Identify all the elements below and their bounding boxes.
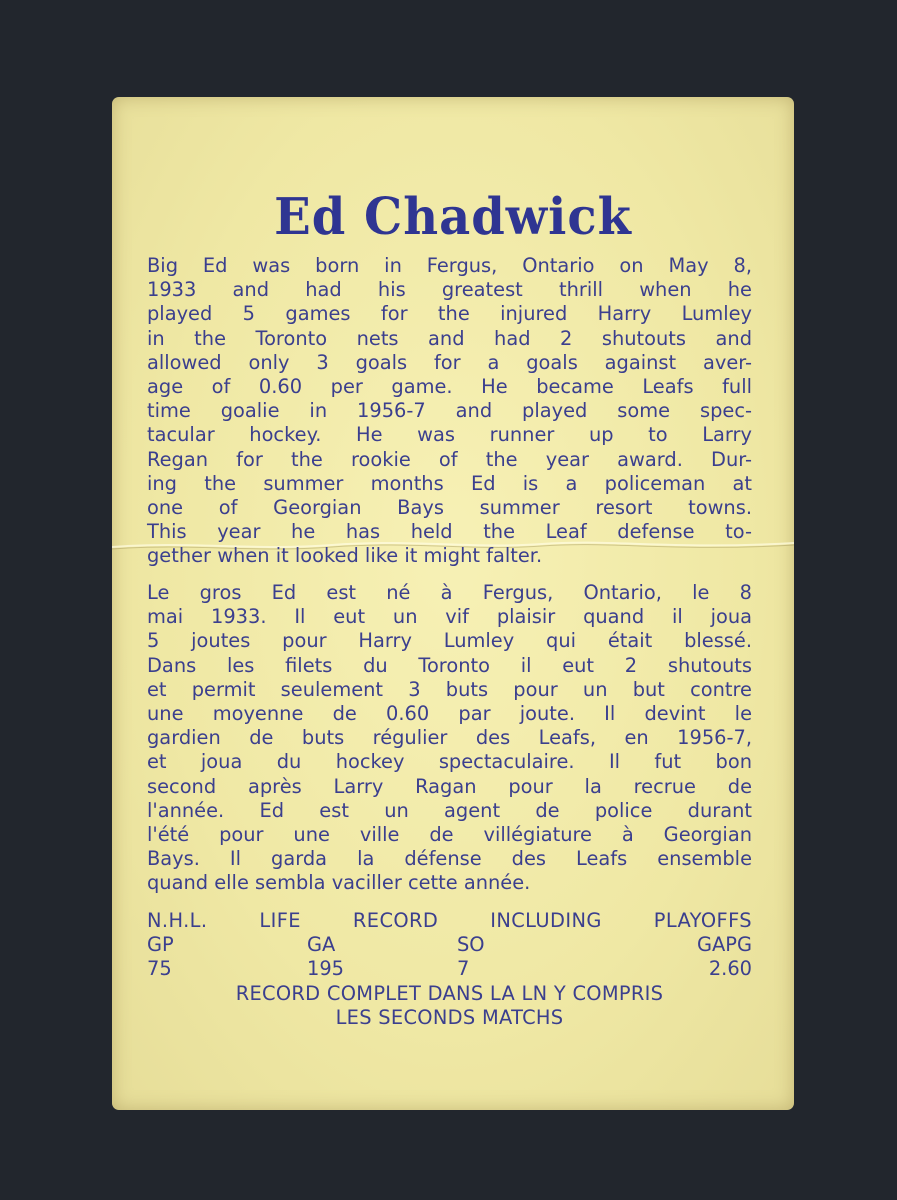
record-values	[147, 957, 752, 981]
bio-line: allowed only 3 goals for a goals against aver-	[147, 350, 752, 374]
value-ga: 195	[307, 957, 345, 981]
bio-line: tacular hockey. He was runner up to Larry	[147, 423, 752, 447]
bio-line: time goalie in 1956-7 and played some spec-	[147, 399, 752, 423]
value-so: 7	[457, 957, 470, 981]
life-record	[147, 909, 752, 1030]
bio-line-fr: gardien de buts régulier des Leafs, en 1956-7,	[147, 726, 752, 750]
bio-line-fr: mai 1933. Il eut un vif plaisir quand il joua	[147, 605, 752, 629]
bio-line: 1933 and had his greatest thrill when he	[147, 278, 752, 302]
bio-line-fr: l'année. Ed est un agent de police durant	[147, 798, 752, 822]
record-french-line-2: LES SECONDS MATCHS	[335, 1005, 564, 1029]
value-gp: 75	[147, 957, 172, 981]
english-bio	[147, 254, 752, 569]
bio-line-fr: une moyenne de 0.60 par joute. Il devint le	[147, 702, 752, 726]
column-gp: GP	[147, 933, 174, 957]
bio-line-fr: et permit seulement 3 buts pour un but contre	[147, 677, 752, 701]
bio-line: Big Ed was born in Fergus, Ontario on May 8,	[147, 254, 752, 277]
bio-line-fr: Le gros Ed est né à Fergus, Ontario, le 8	[147, 581, 752, 604]
bio-line: age of 0.60 per game. He became Leafs full	[147, 375, 752, 399]
bio-line-fr: Dans les filets du Toronto il eut 2 shutouts	[147, 653, 752, 677]
bio-line: Regan for the rookie of the year award. Dur-	[147, 447, 752, 471]
record-columns	[147, 933, 752, 957]
bio-line: ing the summer months Ed is a policeman at	[147, 471, 752, 495]
record-french-line-1: RECORD COMPLET DANS LA LN Y COMPRIS	[235, 981, 664, 1005]
player-name: Ed Chadwick	[274, 187, 632, 247]
french-bio	[147, 581, 752, 896]
record-heading: N.H.L. LIFE RECORD INCLUDING PLAYOFFS	[147, 909, 752, 932]
column-ga: GA	[307, 933, 336, 957]
bio-line: played 5 games for the injured Harry Lumley	[147, 302, 752, 326]
bio-line-fr: Bays. Il garda la défense des Leafs ensemble	[147, 847, 752, 871]
bio-line-fr: quand elle sembla vaciller cette année.	[147, 871, 531, 895]
bio-line: gether when it looked like it might falter.	[147, 544, 543, 568]
bio-line-fr: second après Larry Ragan pour la recrue de	[147, 774, 752, 798]
bio-line: This year he has held the Leaf defense to-	[147, 520, 752, 544]
bio-line-fr: et joua du hockey spectaculaire. Il fut bon	[147, 750, 752, 774]
column-so: SO	[457, 933, 485, 957]
column-gapg: GAPG	[696, 933, 752, 957]
bio-line-fr: l'été pour une ville de villégiature à Georgian	[147, 823, 752, 847]
bio-line: one of Georgian Bays summer resort towns.	[147, 496, 752, 520]
bio-line-fr: 5 joutes pour Harry Lumley qui était blessé.	[147, 629, 752, 653]
value-gapg: 2.60	[708, 957, 752, 981]
bio-line: in the Toronto nets and had 2 shutouts and	[147, 326, 752, 350]
trading-card-back	[112, 97, 794, 1110]
